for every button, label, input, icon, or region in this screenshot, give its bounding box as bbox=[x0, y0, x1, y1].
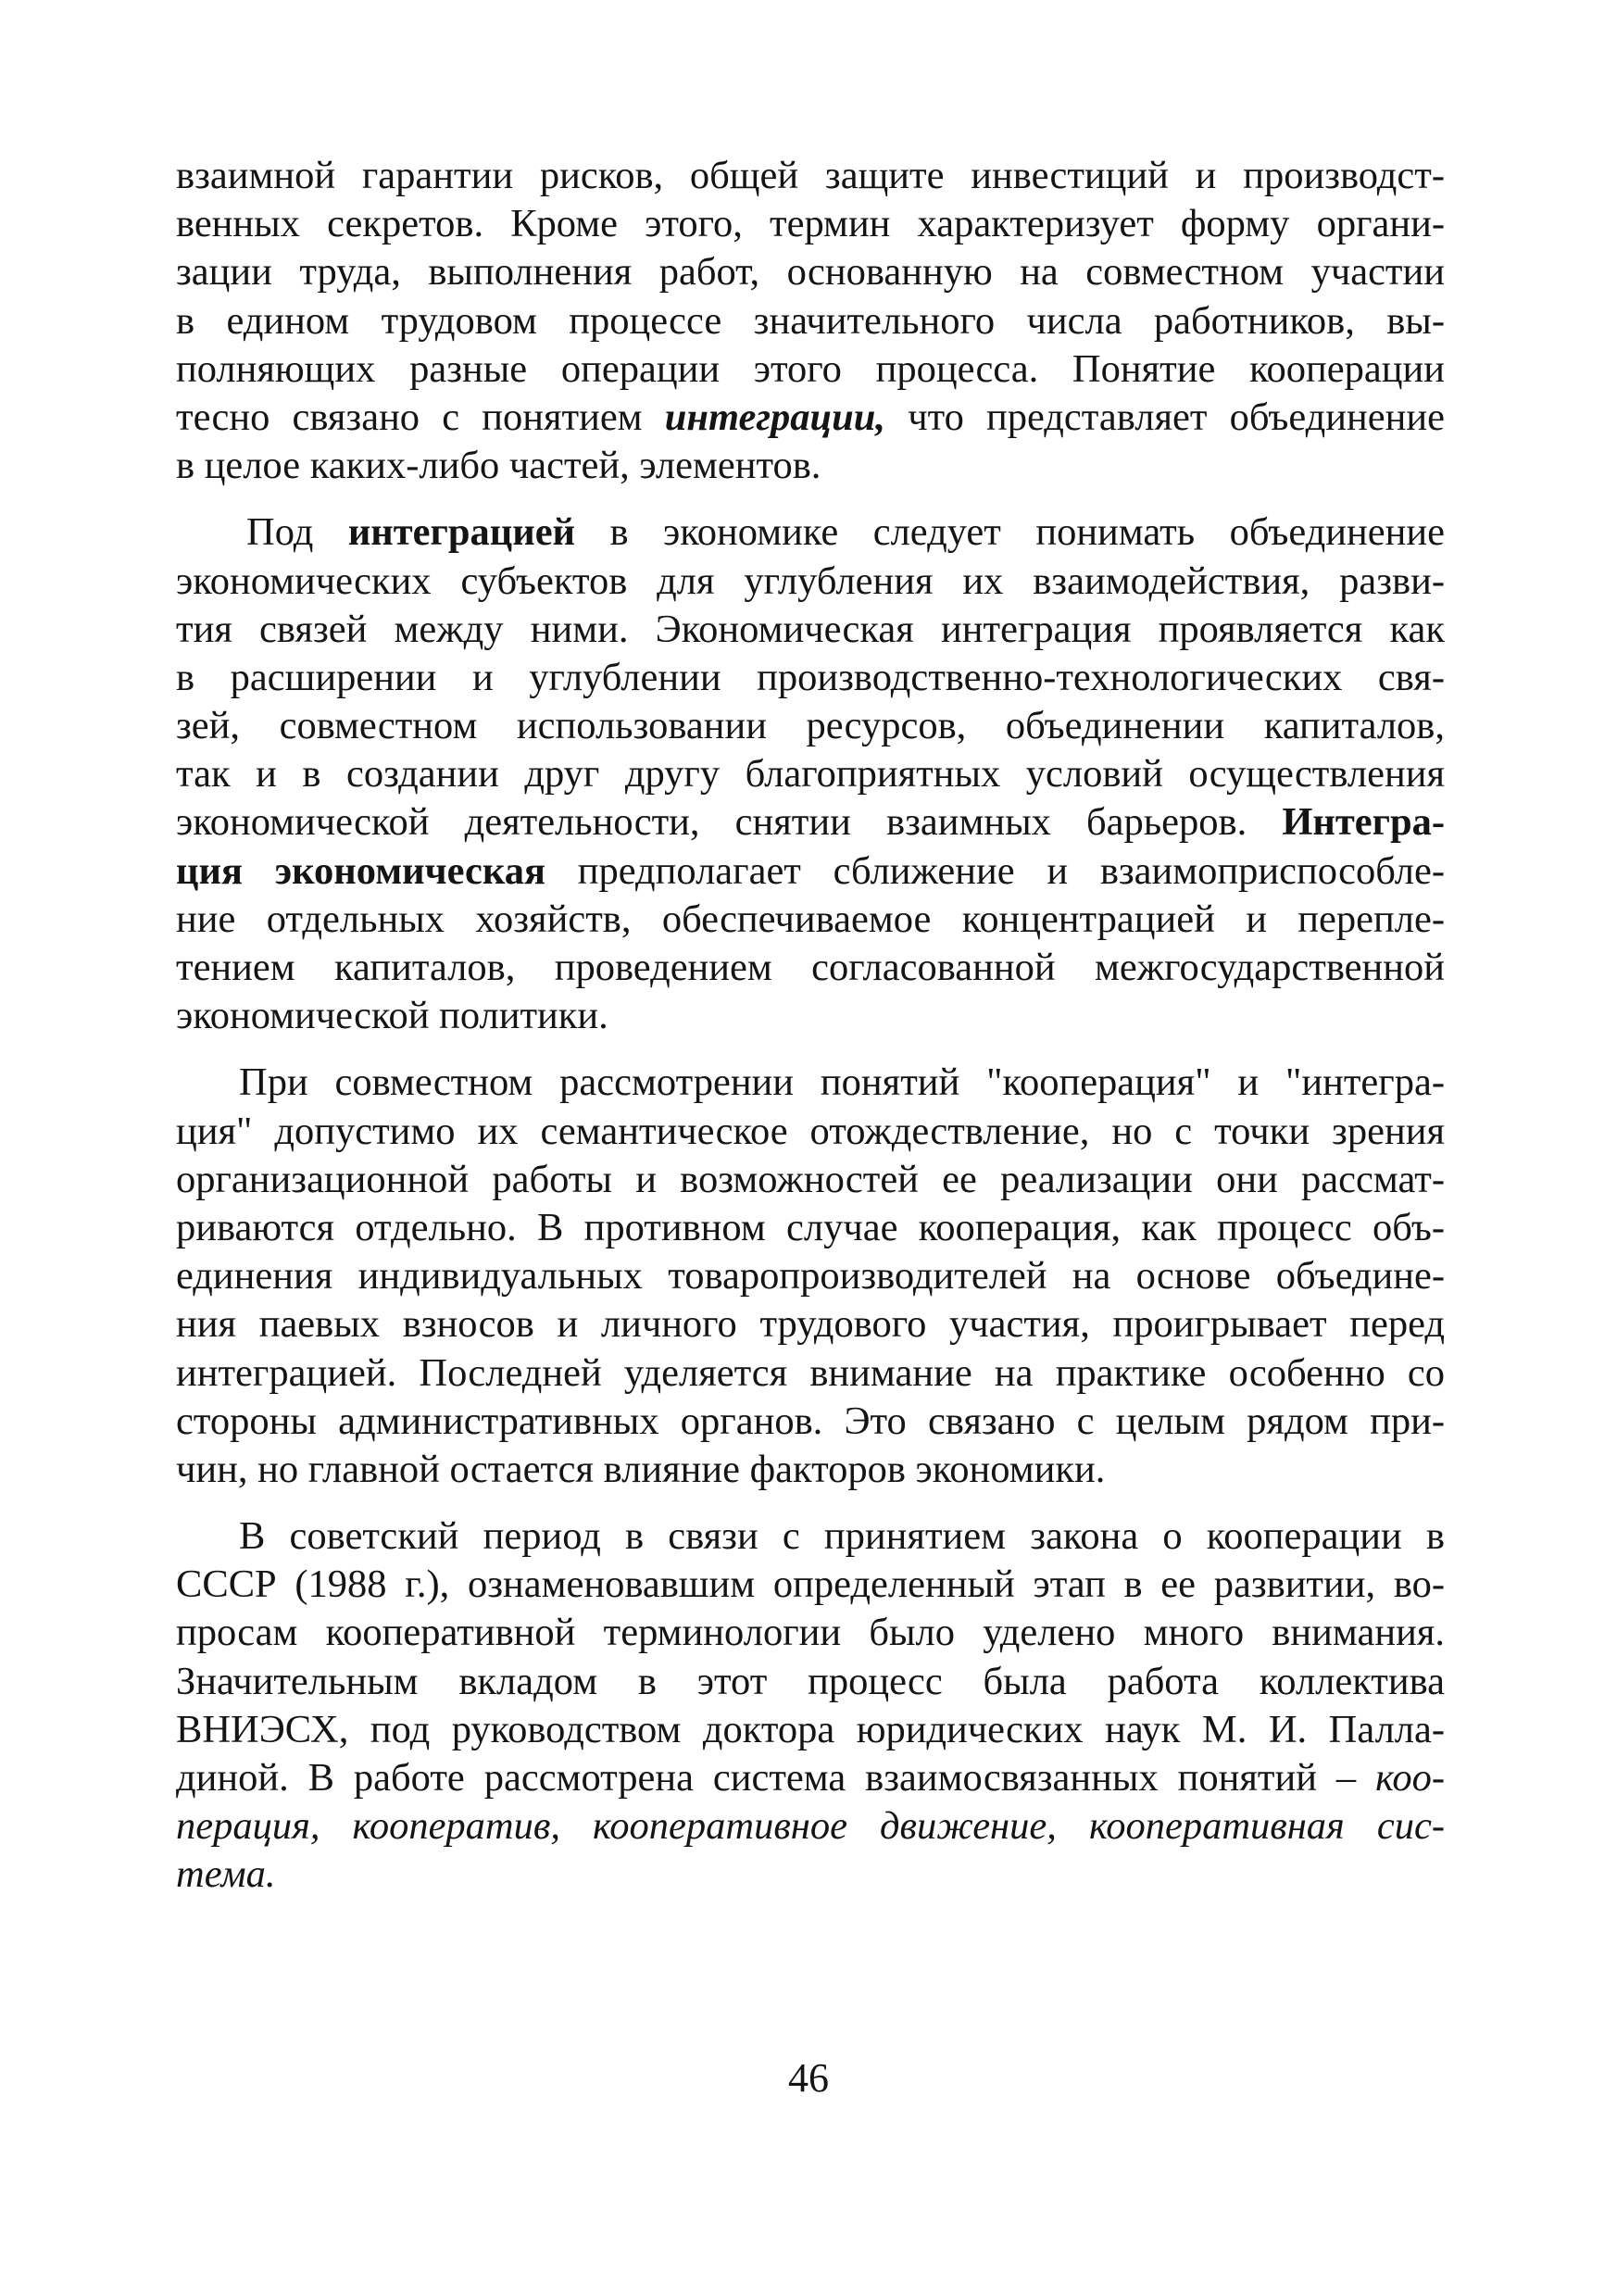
text-run: предполагает сближение и взаимоприспособле- bbox=[545, 848, 1445, 893]
text-line: риваются отдельно. В противном случае кооперация, как процесс объ- bbox=[176, 1205, 1445, 1249]
text-line bbox=[176, 847, 1445, 896]
text-line: ния паевых взносов и личного трудового участия, проигрывает перед bbox=[176, 1302, 1445, 1347]
italic-term: интеграции, bbox=[664, 395, 886, 439]
paragraph-1 bbox=[176, 152, 1445, 490]
text-line: СССР (1988 г.), ознаменовавшим определенный этап в ее развитии, во- bbox=[176, 1562, 1445, 1607]
text-line: экономических субъектов для углубления их взаимодействия, разви- bbox=[176, 558, 1445, 603]
text-line: венных секретов. Кроме этого, термин характеризует форму органи- bbox=[176, 202, 1445, 246]
text-run: Под bbox=[246, 510, 348, 555]
text-line: зей, совместном использовании ресурсов, объединении капиталов, bbox=[176, 704, 1445, 748]
paragraph-4 bbox=[176, 1512, 1445, 1900]
paragraph-3 bbox=[176, 1059, 1445, 1494]
text-line: единения индивидуальных товаропроизводителей на основе объедине- bbox=[176, 1254, 1445, 1299]
text-line: в целое каких-либо частей, элементов. bbox=[176, 444, 821, 488]
text-line: взаимной гарантии рисков, общей защите инвестиций и производст- bbox=[176, 154, 1445, 197]
paragraph-2 bbox=[176, 508, 1445, 1040]
text-line bbox=[176, 508, 1445, 557]
text-line bbox=[176, 1851, 1445, 1899]
text-line: зации труда, выполнения работ, основанную на совместном участии bbox=[176, 250, 1445, 295]
italic-term: тема. bbox=[176, 1852, 276, 1897]
text-run: тесно связано с понятием bbox=[176, 395, 665, 439]
page-number: 46 bbox=[788, 2055, 829, 2101]
bold-term: интеграцией bbox=[347, 510, 576, 555]
text-line: интеграцией. Последней уделяется внимание на практике особенно со bbox=[176, 1350, 1445, 1395]
text-run: что представляет объединение bbox=[885, 395, 1445, 439]
text-line bbox=[176, 1802, 1445, 1851]
text-line bbox=[176, 1754, 1445, 1802]
text-line: ция" допустимо их семантическое отождествление, но с точки зрения bbox=[176, 1109, 1445, 1153]
text-line: полняющих разные операции этого процесса. Понятие кооперации bbox=[176, 346, 1445, 391]
text-run: диной. В работе рассмотрена система взаимосвязанных понятий – bbox=[176, 1756, 1376, 1800]
italic-term: коо- bbox=[1375, 1756, 1445, 1800]
italic-term: перация, кооператив, кооперативное движение, кооперативная сис- bbox=[176, 1804, 1445, 1849]
bold-term: Интегра- bbox=[1282, 800, 1445, 845]
text-line: Значительным вкладом в этот процесс была работа коллектива bbox=[176, 1659, 1445, 1703]
text-line: в расширении и углублении производственно-технологических свя- bbox=[176, 655, 1445, 699]
text-line: экономической политики. bbox=[176, 994, 608, 1038]
text-line bbox=[176, 798, 1445, 847]
text-line: так и в создании друг другу благоприятных условий осуществления bbox=[176, 752, 1445, 797]
body-text bbox=[176, 152, 1445, 1900]
text-line: стороны административных органов. Это связано с целым рядом при- bbox=[176, 1399, 1445, 1443]
text-line: ние отдельных хозяйств, обеспечиваемое концентрацией и перепле- bbox=[176, 897, 1445, 941]
text-line: чин, но главной остается влияние факторов экономики. bbox=[176, 1447, 1106, 1491]
bold-term: ция экономическая bbox=[176, 848, 545, 893]
text-line: ВНИЭСХ, под руководством доктора юридических наук М. И. Палла- bbox=[176, 1707, 1445, 1751]
text-line: организационной работы и возможностей ее реализации они рассмат- bbox=[176, 1157, 1445, 1201]
text-line: в едином трудовом процессе значительного числа работников, вы- bbox=[176, 298, 1445, 343]
text-line bbox=[176, 394, 1445, 442]
text-line: просам кооперативной терминологии было уделено много внимания. bbox=[176, 1611, 1445, 1655]
text-run: экономической деятельности, снятии взаимных барьеров. bbox=[176, 800, 1283, 845]
text-line: тия связей между ними. Экономическая интеграция проявляется как bbox=[176, 607, 1445, 651]
text-line: тением капиталов, проведением согласованной межгосударственной bbox=[176, 946, 1445, 989]
text-line: При совместном рассмотрении понятий "кооперация" и "интегра- bbox=[239, 1060, 1445, 1105]
text-line: В советский период в связи с принятием закона о кооперации в bbox=[239, 1514, 1445, 1559]
text-run: в экономике следует понимать объединение bbox=[575, 510, 1445, 555]
